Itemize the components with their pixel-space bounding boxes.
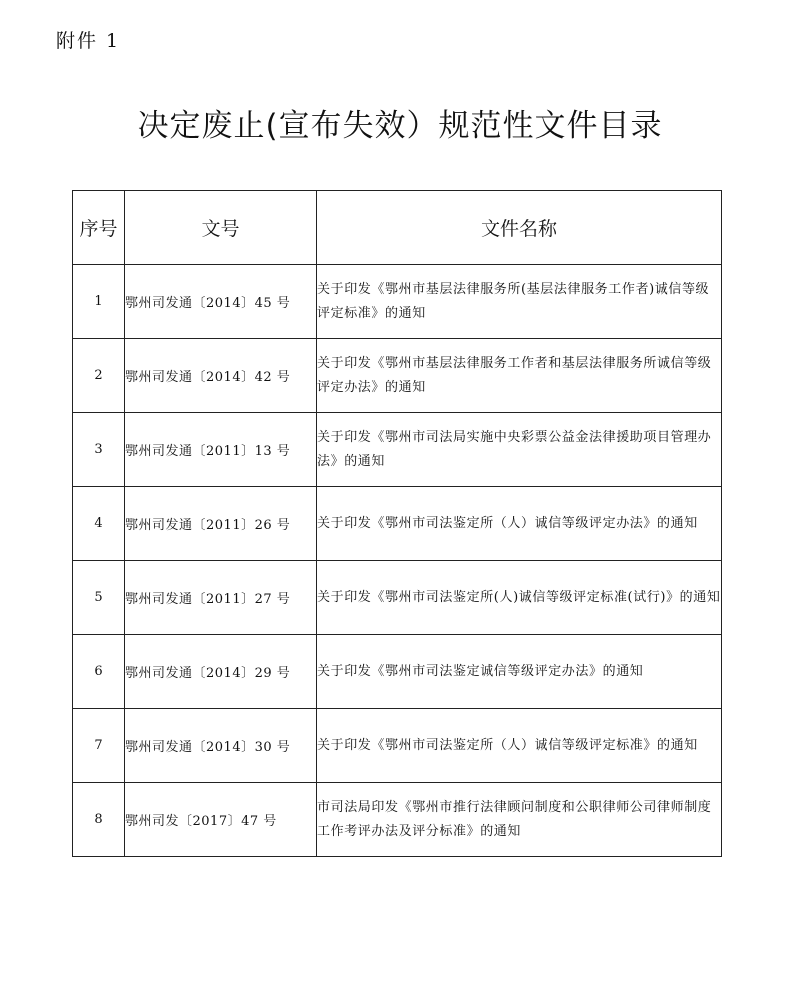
table-row bbox=[73, 561, 722, 635]
row-seq: 6 bbox=[73, 635, 125, 709]
row-doc-number: 鄂州司发通〔2011〕27 号 bbox=[125, 561, 317, 635]
table-row bbox=[73, 709, 722, 783]
row-doc-name: 关于印发《鄂州市基层法律服务工作者和基层法律服务所诚信等级评定办法》的通知 bbox=[317, 339, 722, 413]
table-row bbox=[73, 265, 722, 339]
header-doc-number: 文号 bbox=[125, 191, 317, 265]
row-seq: 8 bbox=[73, 783, 125, 857]
row-seq: 7 bbox=[73, 709, 125, 783]
header-doc-name: 文件名称 bbox=[317, 191, 722, 265]
table-row bbox=[73, 635, 722, 709]
table-row bbox=[73, 339, 722, 413]
row-doc-name: 市司法局印发《鄂州市推行法律顾问制度和公职律师公司律师制度工作考评办法及评分标准》的通知 bbox=[317, 783, 722, 857]
row-doc-name: 关于印发《鄂州市司法鉴定所（人）诚信等级评定标准》的通知 bbox=[317, 709, 722, 783]
table-header-row bbox=[73, 191, 722, 265]
document-title: 决定废止(宣布失效）规范性文件目录 bbox=[137, 108, 663, 144]
header-seq: 序号 bbox=[73, 191, 125, 265]
row-doc-number: 鄂州司发通〔2014〕42 号 bbox=[125, 339, 317, 413]
row-seq: 1 bbox=[73, 265, 125, 339]
row-seq: 4 bbox=[73, 487, 125, 561]
row-doc-name: 关于印发《鄂州市司法鉴定所(人)诚信等级评定标准(试行)》的通知 bbox=[317, 561, 722, 635]
row-seq: 3 bbox=[73, 413, 125, 487]
table-row bbox=[73, 413, 722, 487]
row-doc-number: 鄂州司发通〔2014〕29 号 bbox=[125, 635, 317, 709]
row-seq: 2 bbox=[73, 339, 125, 413]
table-row bbox=[73, 487, 722, 561]
row-doc-name: 关于印发《鄂州市司法鉴定诚信等级评定办法》的通知 bbox=[317, 635, 722, 709]
row-doc-name: 关于印发《鄂州市司法局实施中央彩票公益金法律援助项目管理办法》的通知 bbox=[317, 413, 722, 487]
row-doc-number: 鄂州司发通〔2014〕45 号 bbox=[125, 265, 317, 339]
row-doc-number: 鄂州司发通〔2014〕30 号 bbox=[125, 709, 317, 783]
row-doc-number: 鄂州司发通〔2011〕13 号 bbox=[125, 413, 317, 487]
row-doc-number: 鄂州司发通〔2011〕26 号 bbox=[125, 487, 317, 561]
row-doc-name: 关于印发《鄂州市司法鉴定所（人）诚信等级评定办法》的通知 bbox=[317, 487, 722, 561]
row-doc-number: 鄂州司发〔2017〕47 号 bbox=[125, 783, 317, 857]
row-doc-name: 关于印发《鄂州市基层法律服务所(基层法律服务工作者)诚信等级评定标准》的通知 bbox=[317, 265, 722, 339]
table-row bbox=[73, 783, 722, 857]
attachment-label: 附件 1 bbox=[56, 30, 121, 52]
row-seq: 5 bbox=[73, 561, 125, 635]
document-list-table bbox=[72, 190, 722, 857]
